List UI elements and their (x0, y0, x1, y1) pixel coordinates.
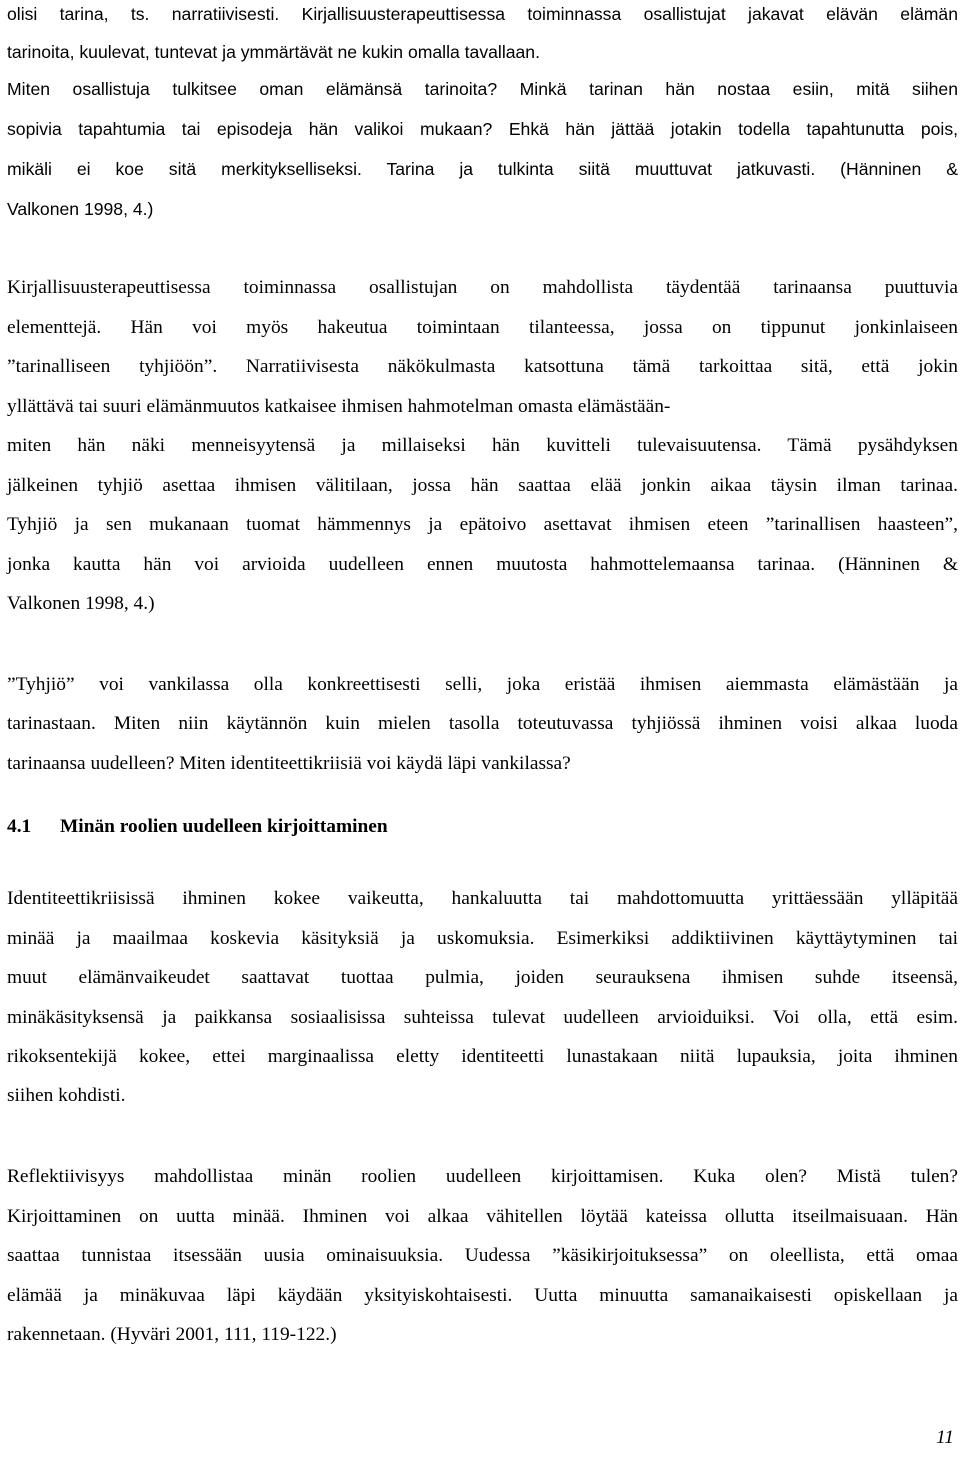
text-line: sopivia tapahtumia tai episodeja hän valikoi mukaan? Ehkä hän jättää jotakin todella tapahtunutta pois, (7, 119, 958, 139)
text-line: minäkäsityksensä ja paikkansa sosiaalisissa suhteissa tulevat uudelleen arvioiduiksi. Voi olla, että esim. (7, 1007, 958, 1028)
text-line: Valkonen 1998, 4.) (7, 593, 155, 614)
text-line: tarinaansa uudelleen? Miten identiteettikriisiä voi käydä läpi vankilassa? (7, 753, 571, 774)
text-line: rikoksentekijä kokee, ettei marginaalissa eletty identiteetti lunastakaan niitä lupauksia, joita ihminen (7, 1046, 958, 1067)
text-line: olisi tarina, ts. narratiivisesti. Kirjallisuusterapeuttisessa toiminnassa osallistujat jakavat elävän elämän (7, 4, 958, 24)
text-line: miten hän näki menneisyytensä ja millaiseksi hän kuvitteli tulevaisuutensa. Tämä pysähdyksen (7, 435, 958, 456)
text-line: jonka kautta hän voi arvioida uudelleen ennen muutosta hahmottelemaansa tarinaa. (Hänninen & (7, 554, 958, 575)
text-line: Identiteettikriisissä ihminen kokee vaikeutta, hankaluutta tai mahdottomuutta yrittäessään ylläpitää (7, 888, 958, 909)
text-line: mikäli ei koe sitä merkitykselliseksi. Tarina ja tulkinta siitä muuttuvat jatkuvasti. (Hänninen & (7, 159, 958, 179)
text-line: elementtejä. Hän voi myös hakeutua toimintaan tilanteessa, jossa on tippunut jonkinlaiseen (7, 317, 958, 338)
text-line: ”Tyhjiö” voi vankilassa olla konkreettisesti selli, joka eristää ihmisen aiemmasta elämästään ja (7, 674, 958, 695)
text-line: tarinoita, kuulevat, tuntevat ja ymmärtävät ne kukin omalla tavallaan. (7, 42, 540, 62)
section-number: 4.1 (7, 816, 32, 837)
text-line: saattaa tunnistaa itsessään uusia ominaisuuksia. Uudessa ”käsikirjoituksessa” on oleellista, että omaa (7, 1245, 958, 1266)
text-line: minää ja maailmaa koskevia käsityksiä ja uskomuksia. Esimerkiksi addiktiivinen käyttäytyminen tai (7, 928, 958, 949)
text-line: Valkonen 1998, 4.) (7, 199, 154, 219)
page-number: 11 (936, 1427, 954, 1448)
text-line: Kirjallisuusterapeuttisessa toiminnassa osallistujan on mahdollista täydentää tarinaansa puuttuvia (7, 277, 958, 298)
text-line: Reflektiivisyys mahdollistaa minän roolien uudelleen kirjoittamisen. Kuka olen? Mistä tulen? (7, 1166, 958, 1187)
text-line: elämää ja minäkuvaa läpi käydään yksityiskohtaisesti. Uutta minuutta samanaikaisesti opiskellaan ja (7, 1285, 958, 1306)
text-line: siihen kohdisti. (7, 1085, 126, 1106)
section-heading (7, 815, 388, 839)
text-line: Tyhjiö ja sen mukanaan tuomat hämmennys ja epätoivo asettavat ihmisen eteen ”tarinallisen haasteen”, (7, 514, 958, 535)
text-line: rakennetaan. (Hyväri 2001, 111, 119-122.) (7, 1324, 337, 1345)
text-line: Kirjoittaminen on uutta minää. Ihminen voi alkaa vähitellen löytää kateissa ollutta itseilmaisuaan. Hän (7, 1206, 958, 1227)
text-line: tarinastaan. Miten niin käytännön kuin mielen tasolla toteutuvassa tyhjiössä ihminen voisi alkaa luoda (7, 713, 958, 734)
section-title: Minän roolien uudelleen kirjoittaminen (60, 816, 388, 837)
text-line: Miten osallistuja tulkitsee oman elämänsä tarinoita? Minkä tarinan hän nostaa esiin, mitä siihen (7, 79, 958, 99)
text-line: muut elämänvaikeudet saattavat tuottaa pulmia, joiden seurauksena ihmisen suhde itseensä, (7, 967, 958, 988)
text-line: jälkeinen tyhjiö asettaa ihmisen välitilaan, jossa hän saattaa elää jonkin aikaa täysin ilman tarinaa. (7, 475, 958, 496)
text-line: ”tarinalliseen tyhjiöön”. Narratiivisesta näkökulmasta katsottuna tämä tarkoittaa sitä, että jokin (7, 356, 958, 377)
text-line: yllättävä tai suuri elämänmuutos katkaisee ihmisen hahmotelman omasta elämästään- (7, 396, 671, 417)
